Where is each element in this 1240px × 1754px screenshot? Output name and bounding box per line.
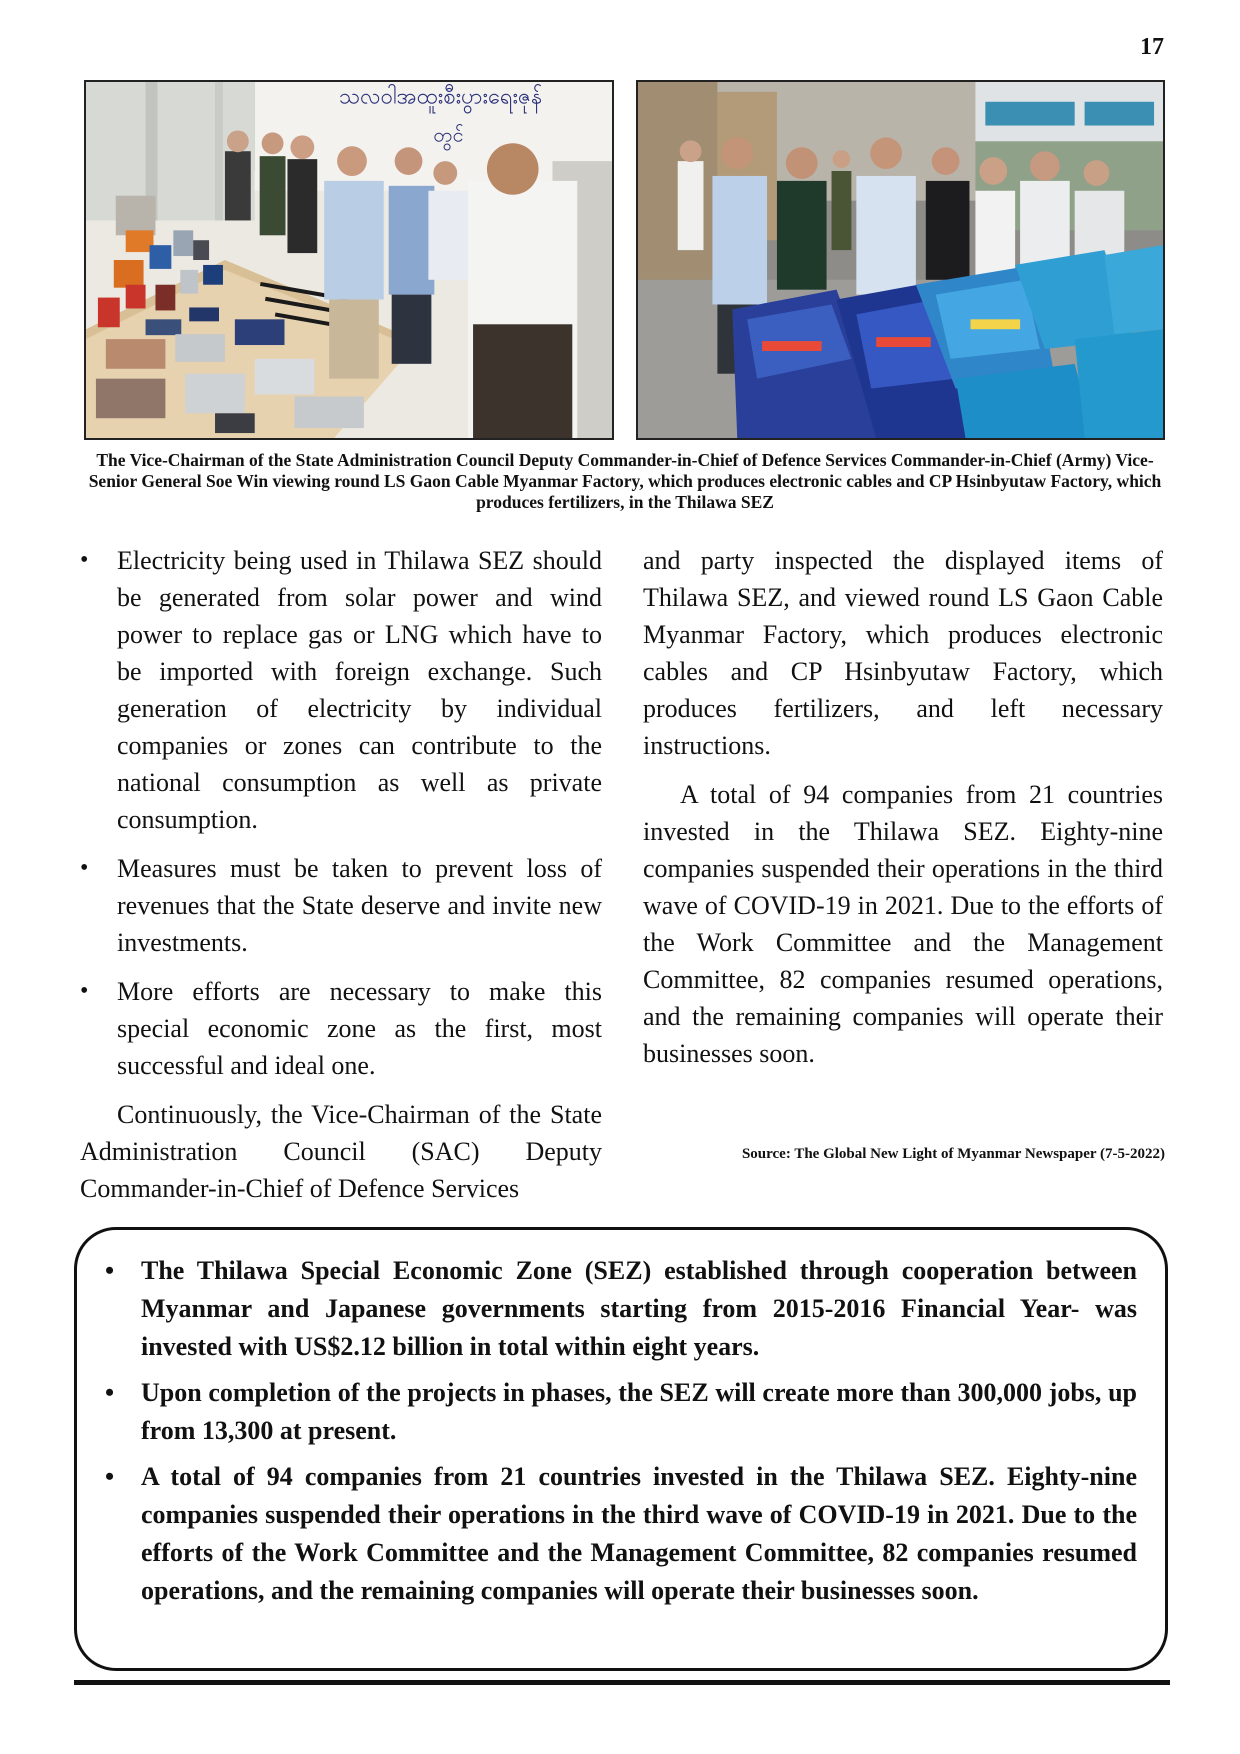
page-number: 17 [1140, 34, 1164, 60]
body-paragraph: and party inspected the displayed items of Thilawa SEZ, and viewed round LS Gaon Cable Myanmar Factory, which produces electronic cables and CP Hsinbyutaw Factory, which produces fertilizers, and left necessary instructions. [643, 546, 1163, 760]
left-column [80, 542, 602, 1219]
right-column [643, 542, 1163, 1084]
photo-caption: The Vice-Chairman of the State Administration Council Deputy Commander-in-Chief of Defence Services Commander-in-Chief (Army) Vice-Senior General Soe Win viewing round LS Gaon Cable Myanmar Factory, which produces electronic cables and CP Hsinbyutaw Factory, which produces fertilizers, in the Thilawa SEZ [88, 450, 1162, 512]
list-item: • The Thilawa Special Economic Zone (SEZ) established through cooperation between Myanmar and Japanese governments starting from 2015-2016 Financial Year- was invested with US$2.12 billion in total within eight years. [105, 1252, 1137, 1366]
body-paragraph: A total of 94 companies from 21 countries invested in the Thilawa SEZ. Eighty-nine companies suspended their operations in the third wave of COVID-19 in 2021. Due to the efforts of the Work Committee and the Management Committee, 82 companies resumed operations, and the remaining companies will operate their businesses soon. [643, 780, 1163, 1068]
list-item: • Electricity being used in Thilawa SEZ should be generated from solar power and wind power to replace gas or LNG which have to be imported with foreign exchange. Such generation of electricity by individual companies or zones can contribute to the national consumption as well as private consumption. [80, 542, 602, 838]
summary-box [74, 1227, 1168, 1671]
list-item: • Upon completion of the projects in phases, the SEZ will create more than 300,000 jobs, up from 13,300 at present. [105, 1374, 1137, 1450]
banner-text: သလ၀ါအထူးစီးပွားရေးဇုန် [339, 84, 543, 110]
source-citation: Source: The Global New Light of Myanmar Newspaper (7-5-2022) [741, 1146, 1165, 1162]
list-item: • A total of 94 companies from 21 countries invested in the Thilawa SEZ. Eighty-nine companies suspended their operations in the third wave of COVID-19 in 2021. Due to the efforts of the Work Committee and the Management Committee, 82 companies resumed operations, and the remaining companies will operate their businesses soon. [105, 1458, 1137, 1610]
list-item: • Measures must be taken to prevent loss of revenues that the State deserve and invite new investments. [80, 850, 602, 961]
banner-text-2: တွင် [433, 123, 464, 147]
list-item: • More efforts are necessary to make this special economic zone as the first, most successful and ideal one. [80, 973, 602, 1084]
factory-photo [636, 80, 1165, 440]
recommendation-list [80, 542, 602, 1084]
exhibition-photo [84, 80, 614, 440]
bottom-divider [74, 1680, 1170, 1685]
summary-list [105, 1252, 1137, 1610]
body-paragraph: Continuously, the Vice-Chairman of the State Administration Council (SAC) Deputy Commander-in-Chief of Defence Services [80, 1100, 602, 1203]
